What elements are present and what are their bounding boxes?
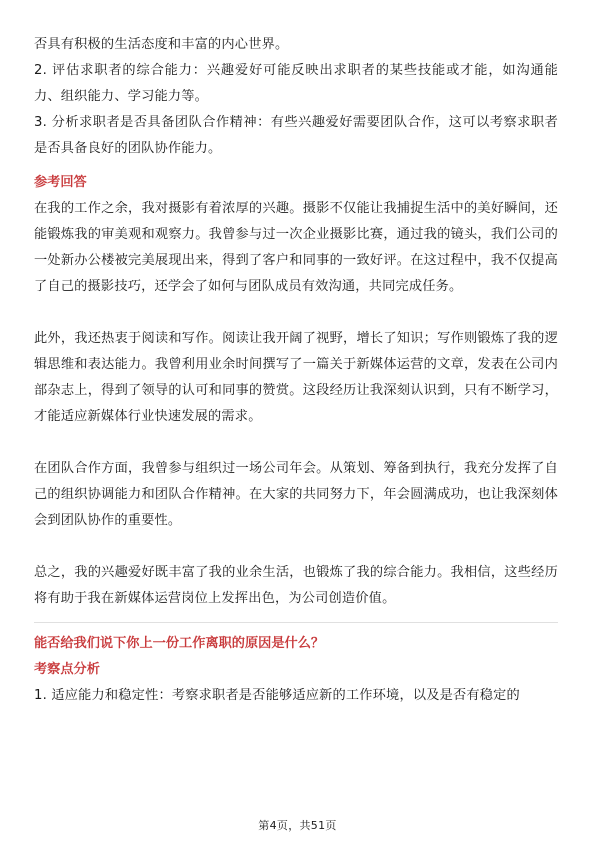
section-divider <box>34 622 558 623</box>
analysis-heading: 考察点分析 <box>34 662 100 677</box>
answer-paragraph: 此外，我还热衷于阅读和写作。阅读让我开阔了视野，增长了知识；写作则锻炼了我的逻辑思维和表达能力。我曾利用业余时间撰写了一篇关于新媒体运营的文章，发表在公司内部杂志上，得到了领导的认可和同事的赞赏。这段经历让我深刻认识到，只有不断学习，才能适应新媒体行业快速发展的需求。 <box>34 331 558 424</box>
reference-answer-heading: 参考回答 <box>34 175 87 190</box>
answer-paragraph: 总之，我的兴趣爱好既丰富了我的业余生活，也锻炼了我的综合能力。我相信，这些经历将有助于我在新媒体运营岗位上发挥出色，为公司创造价值。 <box>34 565 558 606</box>
page-footer: 第4页，共51页 <box>258 819 337 832</box>
analysis-point-1: 1. 适应能力和稳定性：考察求职者是否能够适应新的工作环境，以及是否有稳定的 <box>34 688 520 703</box>
intro-point-2: 2. 评估求职者的综合能力：兴趣爱好可能反映出求职者的某些技能或才能，如沟通能力、组织能力、学习能力等。 <box>34 63 558 104</box>
intro-point-3: 3. 分析求职者是否具备团队合作精神：有些兴趣爱好需要团队合作，这可以考察求职者是否具备良好的团队协作能力。 <box>34 115 558 156</box>
page-content <box>34 32 558 709</box>
intro-line-1: 否具有积极的生活态度和丰富的内心世界。 <box>34 37 289 52</box>
answer-paragraph: 在我的工作之余，我对摄影有着浓厚的兴趣。摄影不仅能让我捕捉生活中的美好瞬间，还能锻炼我的审美观和观察力。我曾参与过一次企业摄影比赛，通过我的镜头，我们公司的一处新办公楼被完美展现出来，得到了客户和同事的一致好评。在这过程中，我不仅提高了自己的摄影技巧，还学会了如何与团队成员有效沟通，共同完成任务。 <box>34 201 558 294</box>
answer-paragraph: 在团队合作方面，我曾参与组织过一场公司年会。从策划、筹备到执行，我充分发挥了自己的组织协调能力和团队合作精神。在大家的共同努力下，年会圆满成功，也让我深刻体会到团队协作的重要性。 <box>34 461 558 528</box>
question-title: 能否给我们说下你上一份工作离职的原因是什么？ <box>34 636 325 651</box>
